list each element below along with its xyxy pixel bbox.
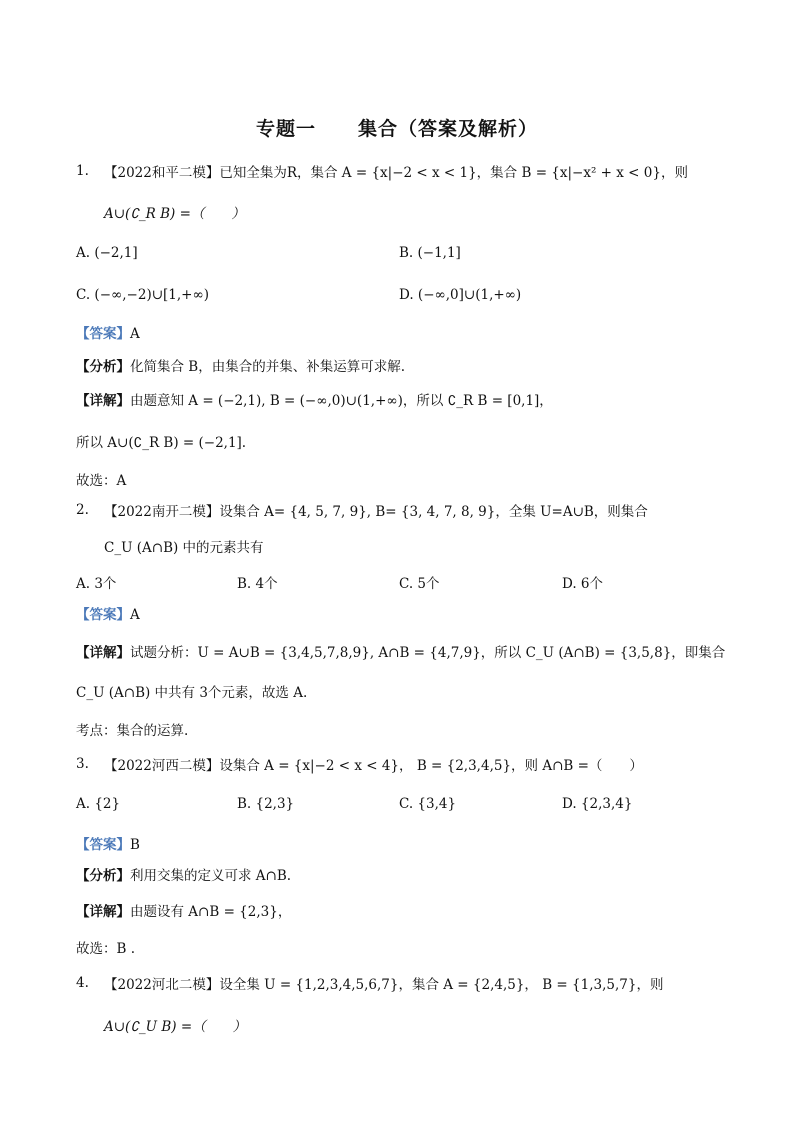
q1-detail xyxy=(76,389,553,409)
q1-option-a: A. (−2,1] xyxy=(76,245,138,261)
q1-analysis xyxy=(76,355,405,375)
q2-detail-text: 试题分析：U = A∪B = {3,4,5,7,8,9}, A∩B = {4,7,9}，所以 C_U (A∩B) = {3,5,8}，即集合 xyxy=(130,645,726,661)
q1-detail-line2: 所以 A∪(∁_R B) = (−2,1]. xyxy=(76,435,247,451)
q2-point: 考点：集合的运算. xyxy=(76,723,189,739)
q3-option-d: D. {2,3,4} xyxy=(562,796,633,812)
q3-number: 3. xyxy=(76,756,89,772)
q2-answer xyxy=(76,603,140,623)
q1-option-c: C. (−∞,−2)∪[1,+∞) xyxy=(76,287,209,303)
q1-choose: 故选：A xyxy=(76,473,127,489)
q1-answer-value: A xyxy=(130,326,140,342)
q1-option-d: D. (−∞,0]∪(1,+∞) xyxy=(399,287,522,303)
q3-detail-text: 由题设有 A∩B = {2,3}， xyxy=(130,904,292,920)
q2-answer-label: 【答案】 xyxy=(76,607,130,623)
q3-detail xyxy=(76,900,291,920)
q1-stem-line1: 【2022和平二模】已知全集为R，集合 A = {x|−2 < x < 1}，集合 B = {x|−x² + x < 0}，则 xyxy=(104,165,688,181)
title-part2: 集合（答案及解析） xyxy=(358,118,539,140)
q3-choose: 故选：B . xyxy=(76,941,136,957)
q3-option-a: A. {2} xyxy=(76,796,121,812)
q3-stem-line1: 【2022河西二模】设集合 A = {x|−2 < x < 4}， B = {2,3,4,5}，则 A∩B =（ ） xyxy=(104,758,643,774)
q1-number: 1. xyxy=(76,163,89,179)
q2-option-d: D. 6个 xyxy=(562,576,604,592)
q2-stem-line2: C_U (A∩B) 中的元素共有 xyxy=(104,540,264,556)
title-part1: 专题一 xyxy=(255,118,316,140)
q1-detail-label: 【详解】 xyxy=(76,393,130,409)
q2-option-b: B. 4个 xyxy=(237,576,278,592)
q4-number: 4. xyxy=(76,975,89,991)
q2-detail-label: 【详解】 xyxy=(76,645,130,661)
q1-analysis-text: 化简集合 B，由集合的并集、补集运算可求解. xyxy=(130,359,406,375)
q3-analysis xyxy=(76,864,291,884)
q1-detail-text: 由题意知 A = (−2,1), B = (−∞,0)∪(1,+∞)，所以 ∁_R B = [0,1]， xyxy=(130,393,553,409)
page-title xyxy=(0,114,794,141)
q2-option-c: C. 5个 xyxy=(399,576,440,592)
q3-answer-label: 【答案】 xyxy=(76,837,130,853)
q4-stem-line2: A∪(∁_U B) =（ ） xyxy=(104,1019,247,1035)
q1-option-b: B. (−1,1] xyxy=(399,245,461,261)
q2-answer-value: A xyxy=(130,607,140,623)
q1-analysis-label: 【分析】 xyxy=(76,359,130,375)
q3-answer-value: B xyxy=(130,837,140,853)
q3-option-b: B. {2,3} xyxy=(237,796,295,812)
q3-detail-label: 【详解】 xyxy=(76,904,130,920)
q2-number: 2. xyxy=(76,502,89,518)
q3-option-c: C. {3,4} xyxy=(399,796,457,812)
q3-answer xyxy=(76,833,140,853)
q3-analysis-text: 利用交集的定义可求 A∩B. xyxy=(130,868,292,884)
q2-detail xyxy=(76,641,725,661)
q1-stem-line2: A∪(∁_R B) =（ ） xyxy=(104,206,245,222)
q2-detail-line2: C_U (A∩B) 中共有 3个元素，故选 A. xyxy=(76,685,308,701)
q4-stem-line1: 【2022河北二模】设全集 U = {1,2,3,4,5,6,7}，集合 A = {2,4,5}， B = {1,3,5,7}，则 xyxy=(104,977,664,993)
q2-stem-line1: 【2022南开二模】设集合 A= {4, 5, 7, 9}, B= {3, 4, 7, 8, 9}，全集 U=A∪B，则集合 xyxy=(104,504,648,520)
q2-option-a: A. 3个 xyxy=(76,576,117,592)
q3-analysis-label: 【分析】 xyxy=(76,868,130,884)
q1-answer xyxy=(76,322,140,342)
q1-answer-label: 【答案】 xyxy=(76,326,130,342)
